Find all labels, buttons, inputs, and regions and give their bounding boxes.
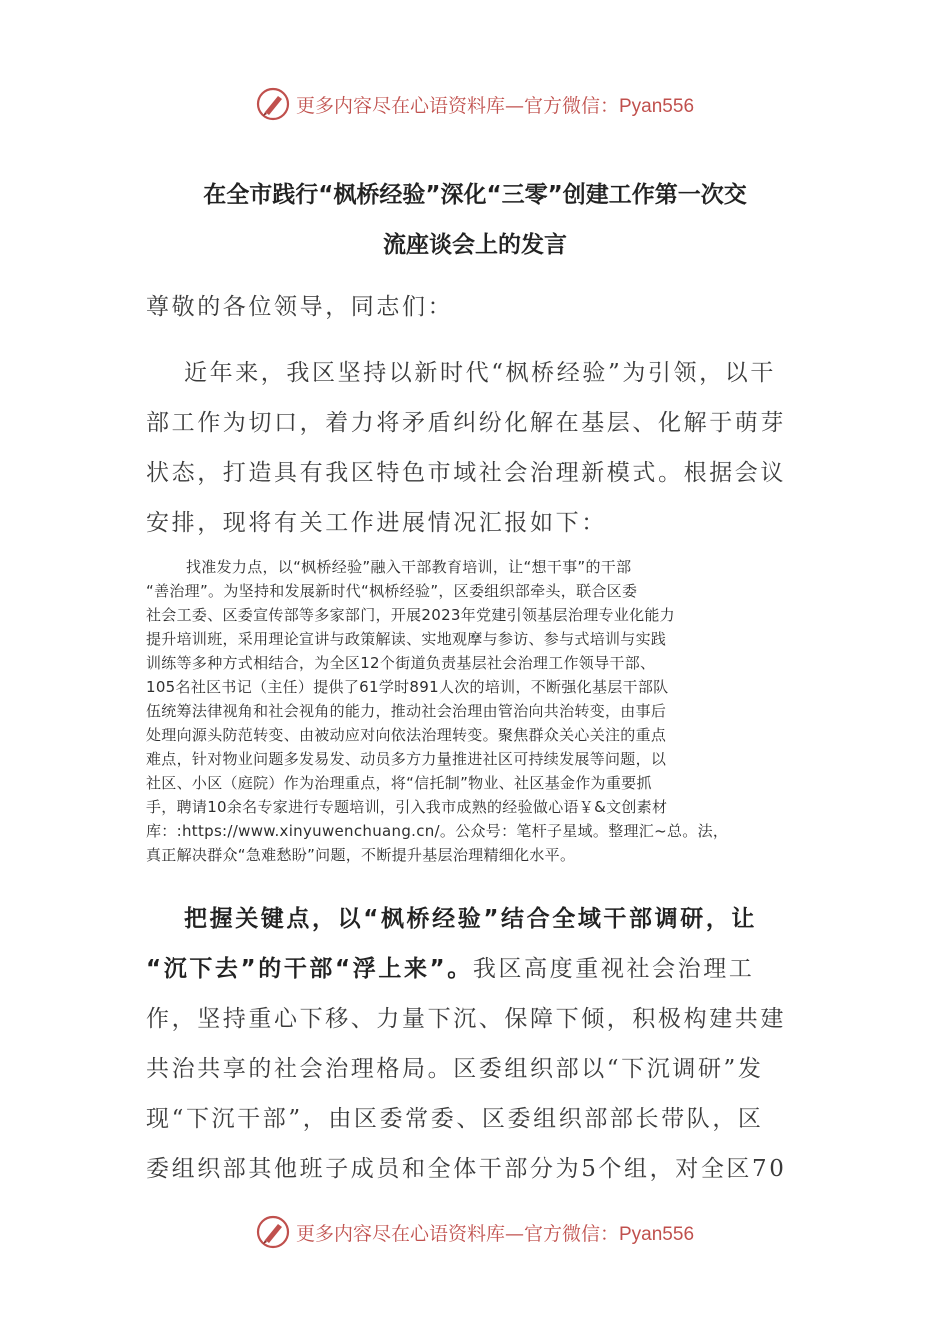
intro-line-4: 安排，现将有关工作进展情况汇报如下：: [146, 510, 607, 536]
watermark-wechat-id: Pyan556: [619, 95, 695, 117]
section1-line-6: 105名社区书记（主任）提供了61学时891人次的培训，不断强化基层干部队: [146, 678, 669, 696]
section2-line-2-rest: 我区高度重视社会治理工: [472, 956, 755, 982]
section1-line-3: 社会工委、区委宣传部等多家部门，开展2023年党建引领基层治理专业化能力: [146, 606, 675, 624]
watermark-text: 更多内容尽在心语资料库—官方微信：: [295, 94, 619, 117]
section1-line-9: 难点，针对物业问题多发易发、动员多方力量推进社区可持续发展等问题，以: [146, 750, 667, 768]
document-title-line-1: 在全市践行“枫桥经验”深化“三零”创建工作第一次交: [203, 182, 747, 208]
section1-line-4: 提升培训班，采用理论宣讲与政策解读、实地观摩与参访、参与式培训与实践: [146, 630, 667, 648]
section2-line-4: 共治共享的社会治理格局。区委组织部以“下沉调研”发: [146, 1056, 764, 1082]
section2-line-5: 现“下沉干部”，由区委常委、区委组织部部长带队，区: [146, 1106, 764, 1132]
intro-line-2: 部工作为切口，着力将矛盾纠纷化解在基层、化解于萌芽: [146, 410, 786, 436]
section1-line-10: 社区、小区（庭院）作为治理重点，将“信托制”物业、社区基金作为重要抓: [146, 774, 652, 792]
pen-logo-icon: [256, 87, 290, 121]
watermark-text: 更多内容尽在心语资料库—官方微信：: [295, 1222, 619, 1245]
section1-line-8: 处理向源头防范转变、由被动应对向依法治理转变。聚焦群众关心关注的重点: [146, 726, 667, 744]
section2-heading-line-2: “沉下去”的干部“浮上来”。: [146, 956, 473, 982]
intro-line-3: 状态，打造具有我区特色市域社会治理新模式。根据会议: [146, 460, 786, 486]
section1-line-5: 训练等多种方式相结合，为全区12个街道负责基层社会治理工作领导干部、: [146, 654, 656, 672]
section1-line-7: 伍统筹法律视角和社会视角的能力，推动社会治理由管治向共治转变，由事后: [146, 702, 667, 720]
section1-line-13: 真正解决群众“急难愁盼”问题，不断提升基层治理精细化水平。: [146, 846, 576, 864]
section2-line-3: 作，坚持重心下移、力量下沉、保障下倾，积极构建共建: [146, 1006, 786, 1032]
section1-line-11: 手，聘请10余名专家进行专题培训，引入我市成熟的经验做心语￥&文创素材: [146, 798, 668, 816]
section1-line-2: “善治理”。为坚持和发展新时代“枫桥经验”，区委组织部牵头，联合区委: [146, 582, 638, 600]
section1-line-1: 找准发力点，以“枫桥经验”融入干部教育培训，让“想干事”的干部: [186, 558, 632, 576]
section1-line-12: 库：:https://www.xinyuwenchuang.cn/。公众号：笔杆子星域。整理汇~总。法，: [146, 822, 729, 840]
watermark-wechat-id: Pyan556: [619, 1223, 695, 1245]
intro-line-1: 近年来，我区坚持以新时代“枫桥经验”为引领，以干: [184, 360, 776, 386]
document-title-line-2: 流座谈会上的发言: [383, 232, 567, 258]
header-watermark: [0, 84, 950, 124]
section2-heading-line-1: 把握关键点，以“枫桥经验”结合全域干部调研，让: [184, 906, 758, 932]
section2-line-2: [146, 950, 754, 983]
pen-logo-icon: [256, 1215, 290, 1249]
footer-watermark: [0, 1212, 950, 1252]
section2-line-6: 委组织部其他班子成员和全体干部分为5个组，对全区70: [146, 1156, 787, 1182]
salutation: 尊敬的各位领导，同志们：: [146, 294, 454, 320]
